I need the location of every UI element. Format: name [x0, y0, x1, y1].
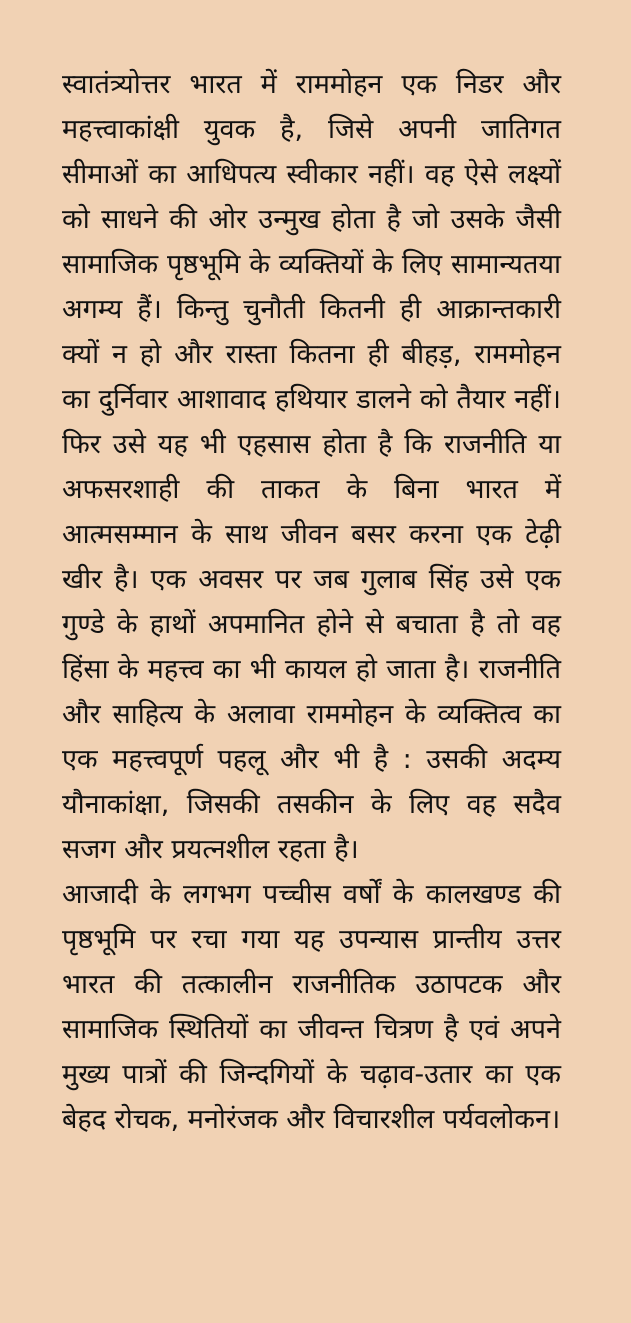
blurb-paragraph-1: स्वातंत्र्योत्तर भारत में राममोहन एक निडर और महत्त्वाकांक्षी युवक है, जिसे अपनी जातिगत सीमाओं का आधिपत्य स्वीकार नहीं। वह ऐसे लक्ष्यों को साधने की ओर उन्मुख होता है जो उसके जैसी सामाजिक पृष्ठभूमि के व्यक्तियों के लिए सामान्यतया अगम्य हैं। किन्तु चुनौती कितनी ही आक्रान्तकारी क्यों न हो और रास्ता कितना ही बीहड़, राममोहन का दुर्निवार आशावाद हथियार डालने को तैयार नहीं। फिर उसे यह भी एहसास होता है कि राजनीति या अफसरशाही की ताकत के बिना भारत में आत्मसम्मान के साथ जीवन बसर करना एक टेढ़ी खीर है। एक अवसर पर जब गुलाब सिंह उसे एक गुण्डे के हाथों अपमानित होने से बचाता है तो वह हिंसा के महत्त्व का भी कायल हो जाता है। राजनीति और साहित्य के अलावा राममोहन के व्यक्तित्व का एक महत्त्वपूर्ण पहलू और भी है : उसकी अदम्य यौनाकांक्षा, जिसकी तसकीन के लिए वह सदैव सजग और प्रयत्नशील रहता है।: [62, 69, 561, 865]
blurb-paragraph-2: आजादी के लगभग पच्चीस वर्षों के कालखण्ड की पृष्ठभूमि पर रचा गया यह उपन्यास प्रान्तीय उत्तर भारत की तत्कालीन राजनीतिक उठापटक और सामाजिक स्थितियों का जीवन्त चित्रण है एवं अपने मुख्य पात्रों की जिन्दगियों के चढ़ाव-उतार का एक बेहद रोचक, मनोरंजक और विचारशील पर्यवलोकन।: [62, 879, 561, 1135]
